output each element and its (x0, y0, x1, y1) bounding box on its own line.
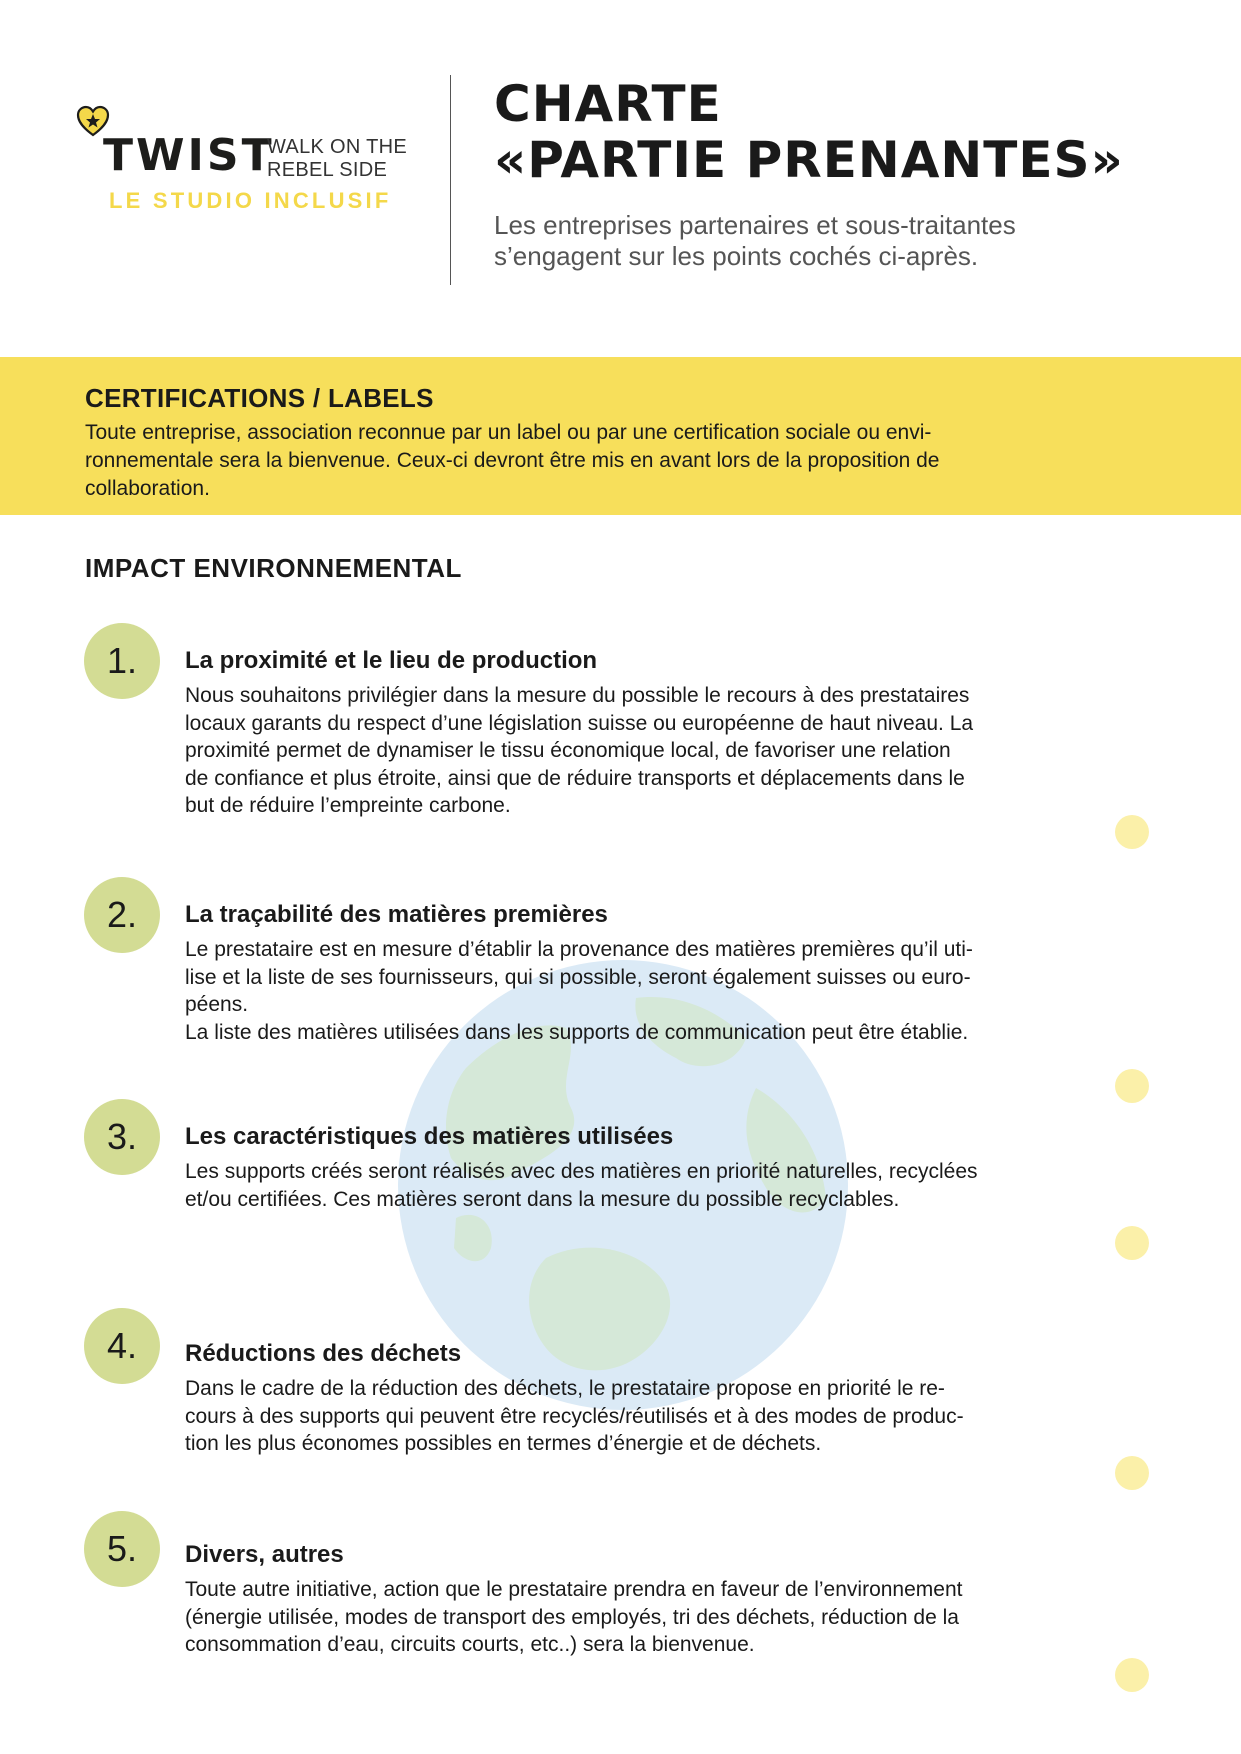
item-title: Les caractéristiques des matières utilisées (185, 1123, 674, 1150)
item-text-line: cours à des supports qui peuvent être recyclés/réutilisés et à des modes de produc- (185, 1404, 964, 1428)
item-text-line: proximité permet de dynamiser le tissu économique local, de favoriser une relation (185, 739, 951, 762)
intro-line: Les entreprises partenaires et sous-traitantes (494, 210, 1016, 240)
item-title: La traçabilité des matières premières (185, 901, 608, 928)
item-text-line: Nous souhaitons privilégier dans la mesure du possible le recours à des prestataires (185, 684, 970, 707)
item-checkbox[interactable] (1115, 815, 1149, 849)
item-number: 3. (84, 1099, 160, 1175)
page-title (494, 76, 1124, 188)
certifications-line: ronnementale sera la bienvenue. Ceux-ci devront être mis en avant lors de la proposition de (85, 449, 940, 472)
impact-section-title: IMPACT ENVIRONNEMENTAL (85, 553, 462, 583)
logo-tagline (267, 136, 417, 182)
item-text-line: consommation d’eau, circuits courts, etc..) sera la bienvenue. (185, 1633, 755, 1656)
item-text-line: et/ou certifiées. Ces matières seront dans la mesure du possible recyclables. (185, 1187, 900, 1211)
item-checkbox[interactable] (1115, 1658, 1149, 1692)
intro-line: s’engagent sur les points cochés ci-après. (494, 241, 979, 271)
title-line: CHARTE (494, 75, 722, 133)
item-text-line: Le prestataire est en mesure d’établir la provenance des matières premières qu’il uti- (185, 938, 973, 961)
item-text-line: (énergie utilisée, modes de transport des employés, tri des déchets, réduction de la (185, 1605, 959, 1629)
twist-logo (76, 104, 416, 214)
item-text-line: de confiance et plus étroite, ainsi que de réduire transports et déplacements dans le (185, 766, 965, 790)
intro-text (494, 210, 1174, 272)
item-title: Réductions des déchets (185, 1340, 462, 1367)
item-checkbox[interactable] (1115, 1456, 1149, 1490)
item-title: Divers, autres (185, 1541, 344, 1568)
item-number: 5. (84, 1511, 160, 1587)
item-text-line: Les supports créés seront réalisés avec des matières en priorité naturelles, recyclées (185, 1160, 978, 1183)
item-text (185, 1576, 962, 1659)
item-text-line: but de réduire l’empreinte carbone. (185, 794, 511, 817)
certifications-band (0, 357, 1241, 515)
item-text-line: tion les plus économes possibles en termes d’énergie et de déchets. (185, 1432, 822, 1455)
certifications-text (85, 419, 1165, 503)
item-title: La proximité et le lieu de production (185, 647, 598, 674)
item-number: 4. (84, 1308, 160, 1384)
logo-tagline-line: WALK ON THE (267, 136, 407, 158)
item-text-line: locaux garants du respect d’une législation suisse ou européenne de haut niveau. La (185, 711, 974, 735)
item-text (185, 682, 973, 820)
item-number: 1. (84, 623, 160, 699)
title-line: «PARTIE PRENANTES» (494, 131, 1124, 189)
header-divider (450, 75, 451, 285)
item-text (185, 936, 973, 1046)
logo-subtitle: LE STUDIO INCLUSIF (109, 188, 392, 213)
certifications-line: Toute entreprise, association reconnue par un label ou par une certification sociale ou envi- (85, 421, 932, 444)
item-text-line: Toute autre initiative, action que le prestataire prendra en faveur de l’environnement (185, 1578, 963, 1601)
item-text (185, 1375, 964, 1458)
item-text-line: Dans le cadre de la réduction des déchets, le prestataire propose en priorité le re- (185, 1377, 945, 1400)
certifications-line: collaboration. (85, 477, 210, 500)
logo-tagline-line: REBEL SIDE (267, 159, 388, 181)
certifications-title: CERTIFICATIONS / LABELS (85, 383, 434, 413)
item-text-line: péens. (185, 993, 249, 1016)
item-number: 2. (84, 877, 160, 953)
item-checkbox[interactable] (1115, 1069, 1149, 1103)
item-checkbox[interactable] (1115, 1226, 1149, 1260)
logo-wordmark: TWIST (103, 130, 275, 181)
item-text-line: La liste des matières utilisées dans les supports de communication peut être établie. (185, 1020, 969, 1044)
item-text-line: lise et la liste de ses fournisseurs, qui si possible, seront également suisses ou euro- (185, 965, 971, 989)
item-text (185, 1158, 978, 1213)
